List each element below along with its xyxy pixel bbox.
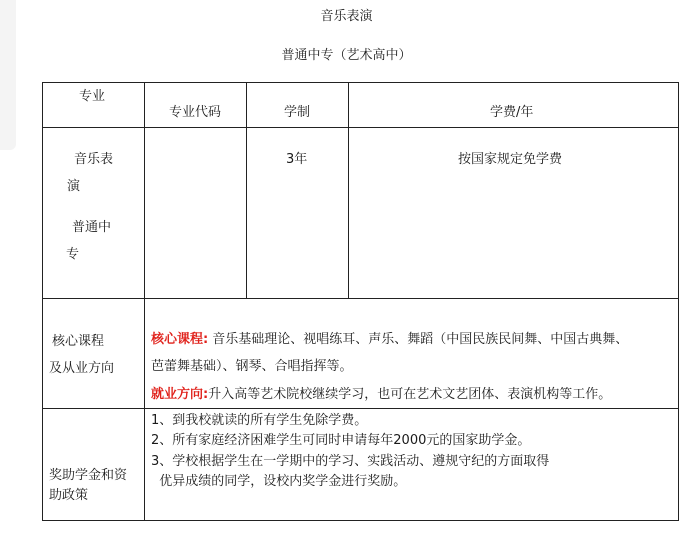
career-text: 升入高等艺术院校继续学习，也可在艺术文艺团体、表演机构等工作。 <box>208 387 612 402</box>
table-border-right <box>678 82 679 521</box>
table-col-divider-1 <box>144 82 145 521</box>
table-border-left <box>42 82 43 521</box>
header-tuition: 学费/年 <box>490 105 534 120</box>
policy-item-2: 2、所有家庭经济困难学生可同时申请每年2000元的国家助学金。 <box>151 433 531 448</box>
core-courses-text: 音乐基础理论、视唱练耳、声乐、舞蹈（中国民族民间舞、中国古典舞、 <box>212 332 629 347</box>
table-border-bottom <box>42 520 679 521</box>
page-title: 音乐表演 <box>320 9 373 24</box>
row1-major-line-4: 专 <box>66 247 80 262</box>
career-line <box>151 388 611 401</box>
row3-label-line-2: 助政策 <box>49 488 89 503</box>
core-courses-line-2: 芭蕾舞基础）、钢琴、合唱指挥等。 <box>151 359 353 374</box>
header-code: 专业代码 <box>168 105 221 120</box>
row1-tuition: 按国家规定免学费 <box>458 152 563 167</box>
page-subtitle: 普通中专（艺术高中） <box>281 48 412 63</box>
policy-item-3-cont: 优异成绩的同学，设校内奖学金进行奖励。 <box>151 474 407 489</box>
policy-item-3: 3、学校根据学生在一学期中的学习、实践活动、遵规守纪的方面取得 <box>151 454 550 469</box>
core-courses-label: 核心课程: <box>151 332 209 347</box>
row1-major-line-1: 音乐表 <box>74 152 114 167</box>
core-courses-line-1 <box>151 333 628 346</box>
career-label: 就业方向: <box>151 387 209 402</box>
policy-item-1: 1、到我校就读的所有学生免除学费。 <box>151 413 368 428</box>
table-col-divider-3 <box>348 82 349 299</box>
header-duration: 学制 <box>283 105 310 120</box>
row2-label-line-1: 核心课程 <box>52 334 105 349</box>
table-rule-row1 <box>42 298 679 299</box>
header-major: 专业 <box>79 89 106 104</box>
row1-duration: 3年 <box>286 152 308 167</box>
table-rule-row2 <box>42 408 679 409</box>
row3-label-line-1: 奖助学金和资 <box>49 468 128 483</box>
table-border-top <box>42 82 679 83</box>
row2-label-line-2: 及从业方向 <box>49 361 115 376</box>
table-rule-header <box>42 127 679 128</box>
row1-major-line-3: 普通中 <box>72 220 112 235</box>
row1-major-line-2: 演 <box>67 179 81 194</box>
